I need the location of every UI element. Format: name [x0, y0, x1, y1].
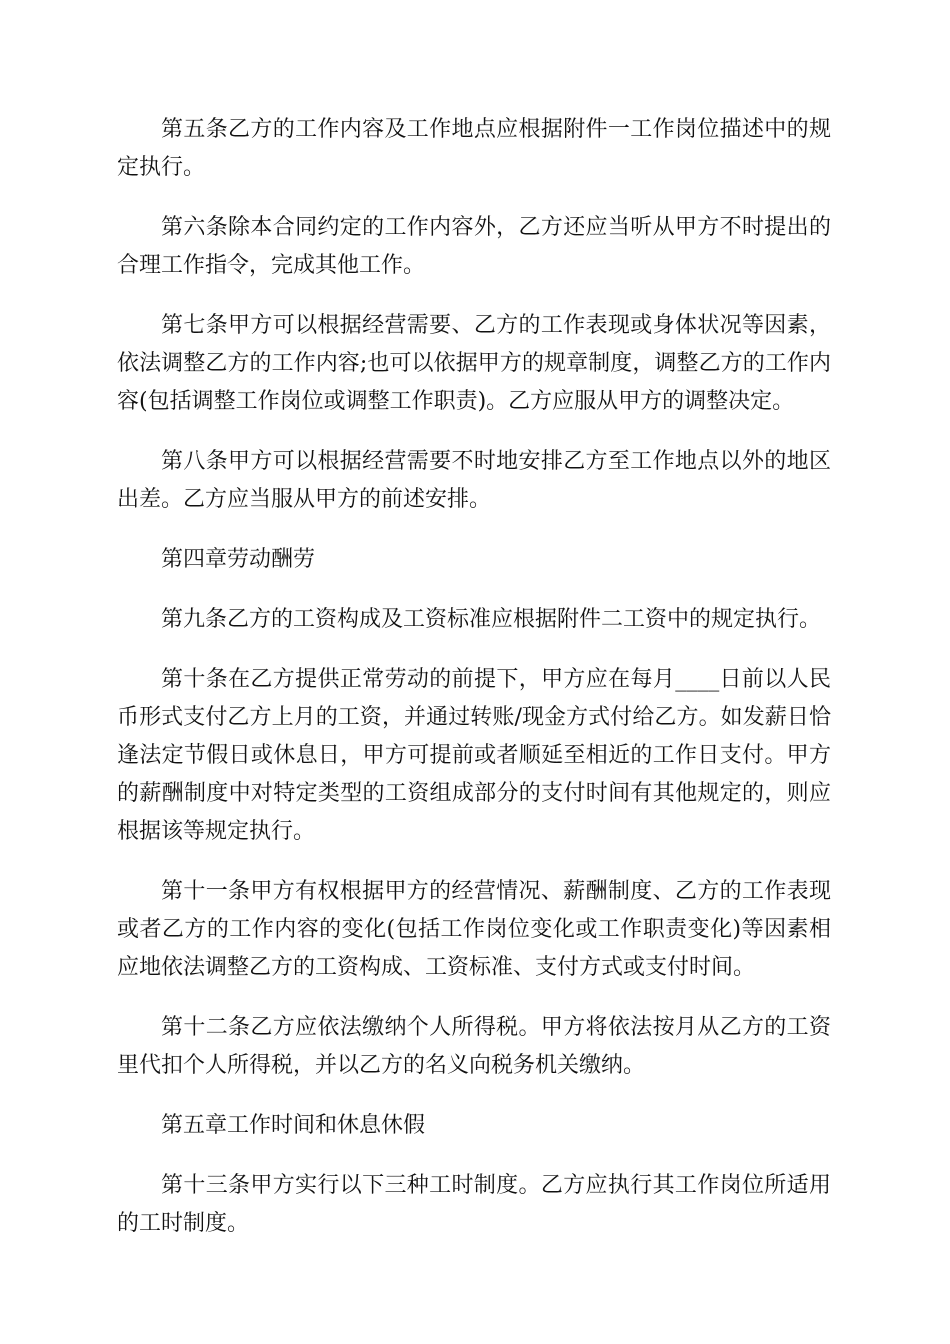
chapter-5-heading: 第五章工作时间和休息休假: [161, 1113, 426, 1138]
article-8-paragraph: 第八条甲方可以根据经营需要不时地安排乙方至工作地点以外的地区出差。乙方应当服从甲方的前述安排。: [117, 449, 831, 512]
article-11-paragraph: 第十一条甲方有权根据甲方的经营情况、薪酬制度、乙方的工作表现或者乙方的工作内容的变化(包括工作岗位变化或工作职责变化)等因素相应地依法调整乙方的工资构成、工资标准、支付方式或支付时间。: [117, 879, 831, 980]
article-10-paragraph: 第十条在乙方提供正常劳动的前提下，甲方应在每月____日前以人民币形式支付乙方上月的工资，并通过转账/现金方式付给乙方。如发薪日恰逢法定节假日或休息日，甲方可提前或者顺延至相近的工作日支付。甲方的薪酬制度中对特定类型的工资组成部分的支付时间有其他规定的，则应根据该等规定执行。: [117, 667, 831, 844]
article-6-paragraph: 第六条除本合同约定的工作内容外，乙方还应当听从甲方不时提出的合理工作指令，完成其他工作。: [117, 215, 831, 278]
article-7-paragraph: 第七条甲方可以根据经营需要、乙方的工作表现或身体状况等因素，依法调整乙方的工作内容;也可以依据甲方的规章制度，调整乙方的工作内容(包括调整工作岗位或调整工作职责)。乙方应服从甲方的调整决定。: [117, 313, 831, 414]
chapter-4-heading: 第四章劳动酬劳: [161, 547, 316, 572]
article-12-paragraph: 第十二条乙方应依法缴纳个人所得税。甲方将依法按月从乙方的工资里代扣个人所得税，并以乙方的名义向税务机关缴纳。: [117, 1015, 831, 1078]
document-page: [117, 111, 831, 1265]
article-9-paragraph: 第九条乙方的工资构成及工资标准应根据附件二工资中的规定执行。: [161, 607, 822, 632]
article-13-paragraph: 第十三条甲方实行以下三种工时制度。乙方应执行其工作岗位所适用的工时制度。: [117, 1173, 831, 1236]
article-5-paragraph: 第五条乙方的工作内容及工作地点应根据附件一工作岗位描述中的规定执行。: [117, 117, 831, 180]
